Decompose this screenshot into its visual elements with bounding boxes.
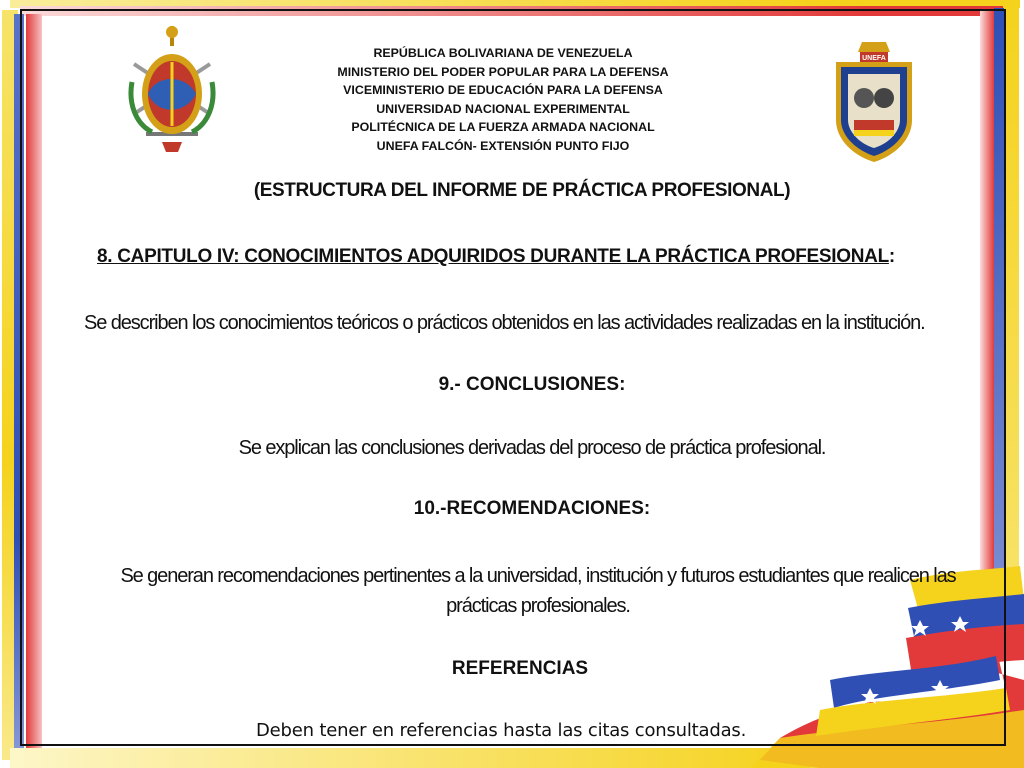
references-heading: REFERENCIAS [451, 658, 589, 679]
recommendations-paragraph: Se generan recomendaciones pertinentes a la universidad, institución y futuros estudiantes que realicen las prácticas profesionales. [120, 565, 956, 617]
conclusions-heading: 9.- CONCLUSIONES: [438, 374, 626, 395]
header-line: REPÚBLICA BOLIVARIANA DE VENEZUELA [373, 46, 633, 60]
references-paragraph: Deben tener en referencias hasta las citas consultadas. [256, 720, 747, 741]
conclusions-paragraph: Se explican las conclusiones derivadas del proceso de práctica profesional. [238, 437, 826, 459]
chapter4-heading-colon: : [888, 246, 895, 267]
chapter4-heading-text: 8. CAPITULO IV: CONOCIMIENTOS ADQUIRIDOS DURANTE LA PRÁCTICA PROFESIONAL [97, 246, 889, 267]
header-line: VICEMINISTERIO DE EDUCACIÓN PARA LA DEFENSA [343, 83, 663, 97]
header-line: UNEFA FALCÓN- EXTENSIÓN PUNTO FIJO [376, 138, 630, 153]
header-line: POLITÉCNICA DE LA FUERZA ARMADA NACIONAL [351, 120, 655, 134]
coat-of-arms-icon [126, 24, 218, 156]
header-line: MINISTERIO DEL PODER POPULAR PARA LA DEFENSA [337, 64, 669, 79]
chapter4-paragraph: Se describen los conocimientos teóricos o prácticos obtenidos en las actividades realizadas en la institución. [84, 312, 925, 334]
chapter4-heading [97, 246, 895, 268]
unefa-logo-text: UNEFA [862, 55, 886, 62]
institution-header [300, 44, 706, 155]
bottom-yellow-ribbon [10, 748, 810, 768]
unefa-shield-icon [832, 40, 916, 164]
page-title: (ESTRUCTURA DEL INFORME DE PRÁCTICA PROFESIONAL) [253, 180, 791, 201]
header-line: UNIVERSIDAD NACIONAL EXPERIMENTAL [376, 101, 630, 116]
recommendations-heading: 10.-RECOMENDACIONES: [413, 498, 651, 519]
